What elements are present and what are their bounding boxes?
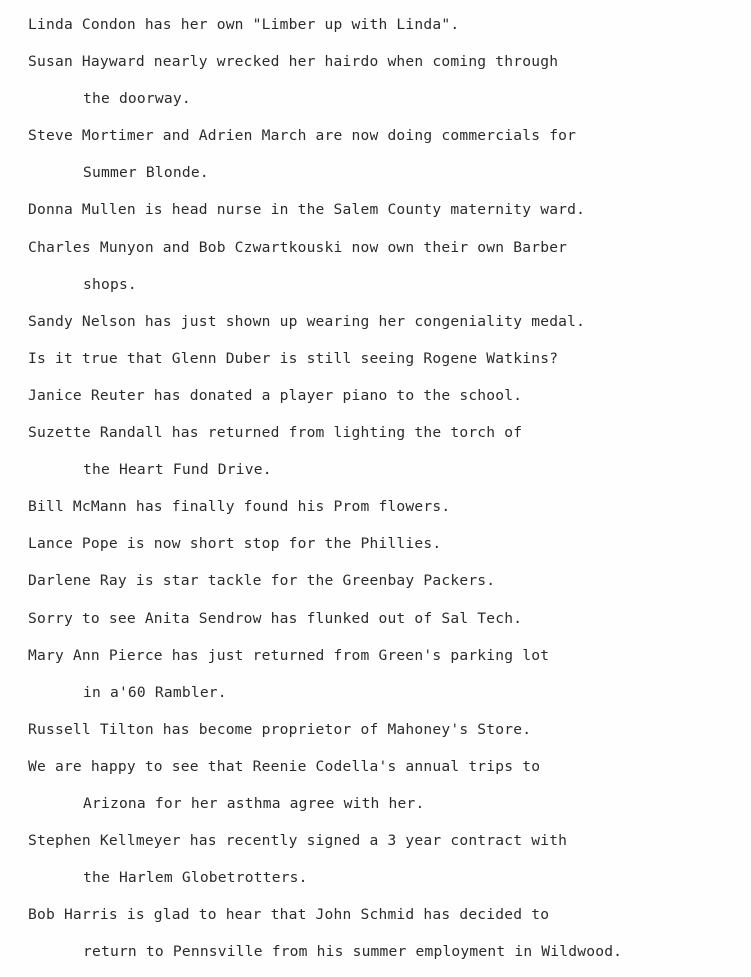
text-line: return to Pennsville from his summer employment in Wildwood. (83, 943, 623, 961)
typed-lines (28, 13, 748, 977)
text-line: Sorry to see Anita Sendrow has flunked out of Sal Tech. (28, 609, 523, 627)
text-line: the doorway. (83, 90, 191, 108)
text-line: Linda Condon has her own "Limber up with Linda". (28, 16, 460, 33)
text-line: shops. (83, 275, 137, 293)
text-line: We are happy to see that Reenie Codella's annual trips to (28, 757, 541, 775)
text-line: Summer Blonde. (83, 164, 209, 182)
text-line: Mary Ann Pierce has just returned from Green's parking lot (28, 646, 550, 664)
text-line: Darlene Ray is star tackle for the Greenbay Packers. (28, 572, 496, 590)
text-line: Stephen Kellmeyer has recently signed a 3 year contract with (28, 832, 568, 850)
text-line: Suzette Randall has returned from lighting the torch of (28, 424, 523, 442)
text-line: Is it true that Glenn Duber is still seeing Rogene Watkins? (28, 349, 559, 367)
text-line: Russell Tilton has become proprietor of Mahoney's Store. (28, 720, 532, 738)
text-line: Bill McMann has finally found his Prom flowers. (28, 498, 451, 516)
text-line: Sandy Nelson has just shown up wearing her congeniality medal. (28, 312, 586, 330)
text-line: the Heart Fund Drive. (83, 461, 272, 479)
text-line: in a'60 Rambler. (83, 683, 227, 701)
text-line: Susan Hayward nearly wrecked her hairdo when coming through (28, 53, 559, 71)
text-line: Steve Mortimer and Adrien March are now doing commercials for (28, 127, 577, 145)
text-line: the Harlem Globetrotters. (83, 869, 308, 887)
text-line: Janice Reuter has donated a player piano to the school. (28, 386, 523, 404)
text-line: Charles Munyon and Bob Czwartkouski now own their own Barber (28, 238, 568, 256)
text-line: Lance Pope is now short stop for the Phillies. (28, 535, 442, 553)
text-line: Donna Mullen is head nurse in the Salem County maternity ward. (28, 201, 586, 219)
text-line: Bob Harris is glad to hear that John Schmid has decided to (28, 906, 550, 924)
text-line: Arizona for her asthma agree with her. (83, 794, 425, 812)
